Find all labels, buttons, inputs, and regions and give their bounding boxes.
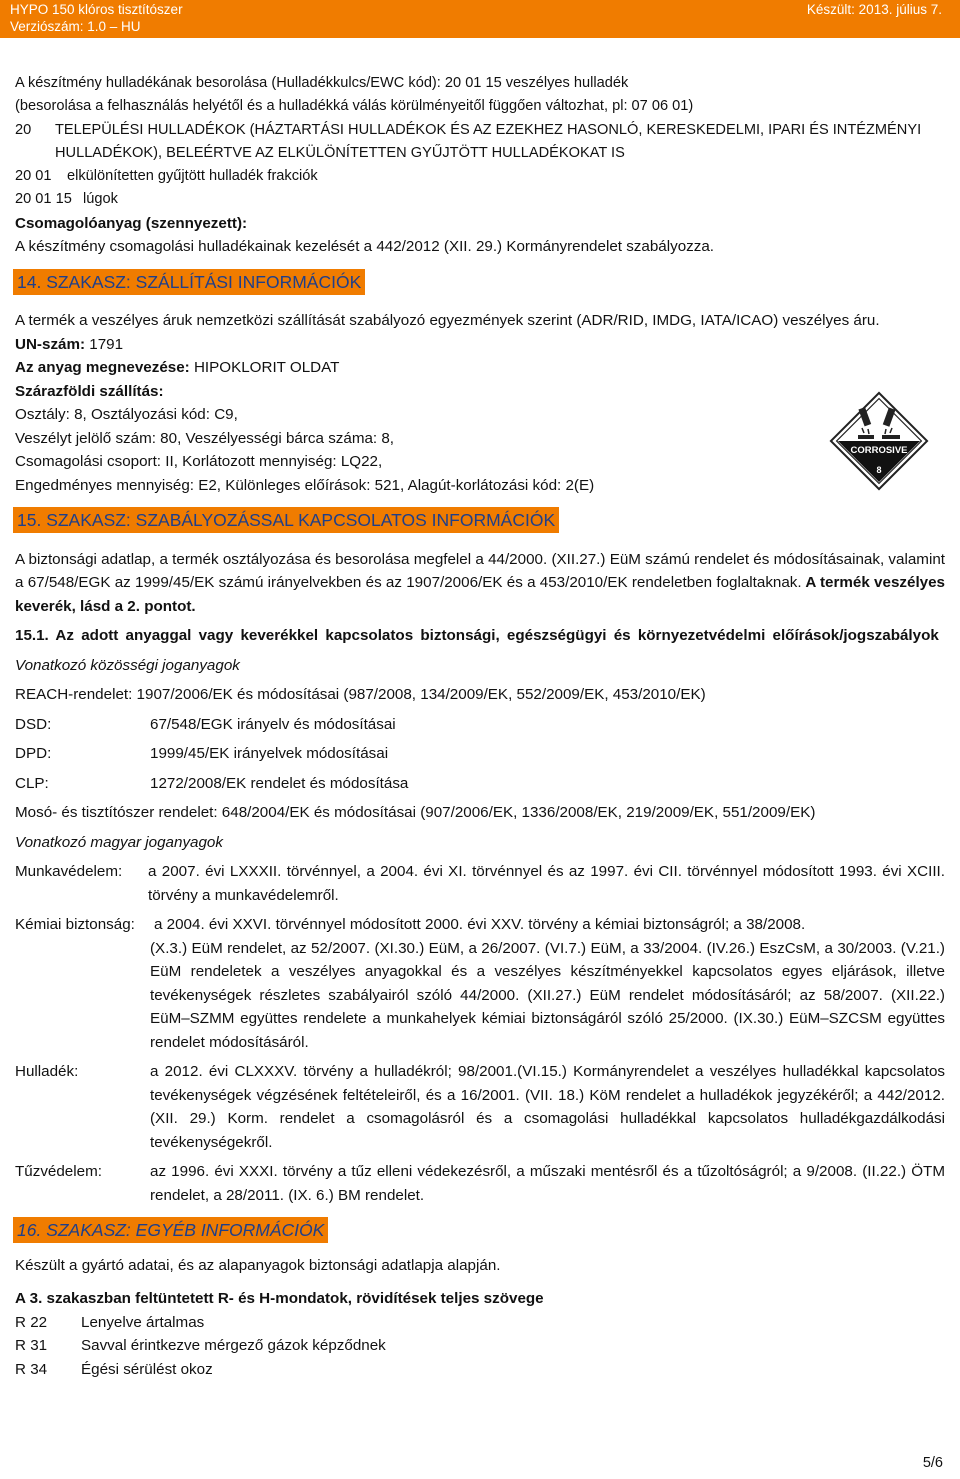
clp-row: CLP: 1272/2008/EK rendelet és módosítása bbox=[15, 774, 409, 792]
hazard-number: Veszélyt jelölő szám: 80, Veszélyességi bárca száma: 8, bbox=[15, 429, 395, 447]
regulatory-intro: A biztonsági adatlap, a termék osztályozása és besorolása megfelel a 44/2000. (XII.27.) EüM számú rendelet és módosításainak, valamint a 67/548/EGK az 1999/45/EK számú irányelvekben és az 1907/2006/EK és a 453/2010/EK rendeletben foglaltaknak. A termék veszélyes keverék, lásd a 2. pontot. bbox=[15, 550, 946, 615]
waste-code: 20 01 bbox=[15, 168, 52, 185]
waste-code-text: TELEPÜLÉSI HULLADÉKOK (HÁZTARTÁSI HULLADÉKOK ÉS AZ EZEKHEZ HASONLÓ, KERESKEDELMI, IPARI ÉS INTÉZMÉNYI HULLADÉKOK), BELEÉRTVE AZ ELKÜLÖNÍTETTEN GYŰJTÖTT HULLADÉKOKAT IS bbox=[55, 121, 922, 161]
waste-code-2001 bbox=[15, 165, 945, 188]
phrase-row: R 31 Savval érintkezve mérgező gázok képződnek bbox=[15, 1337, 386, 1355]
dpd-row: DPD: 1999/45/EK irányelvek módosításai bbox=[15, 745, 389, 763]
corrosive-pictogram bbox=[824, 386, 934, 496]
version-label: Verziószám: 1.0 – HU bbox=[10, 19, 141, 34]
eu-legislation-heading: Vonatkozó közösségi joganyagok bbox=[15, 656, 240, 674]
document-body bbox=[15, 72, 945, 1381]
fire-protection-row: Tűzvédelem: az 1996. évi XXXI. törvény a tűz elleni védekezésről, a műszaki mentésről és a tűzoltóságról; a 9/2008. (II.22.) ÖTM rendelet, a 28/2011. (IX. 6.) BM rendelet. bbox=[15, 1163, 945, 1204]
reach-regulation: REACH-rendelet: 1907/2006/EK és módosításai (987/2008, 134/2009/EK, 552/2009/EK, 453/2010/EK) bbox=[15, 686, 706, 704]
land-transport-label: Szárazföldi szállítás: bbox=[15, 382, 164, 400]
subsection-15-1-title: 15.1. Az adott anyaggal vagy keverékkel kapcsolatos biztonsági, egészségügyi és környezetvédelmi előírások/jogszabályok bbox=[15, 627, 939, 645]
waste-classification: A készítmény hulladékának besorolása (Hulladékkulcs/EWC kód): 20 01 15 veszélyes hulladék bbox=[15, 75, 629, 91]
dsd-row: DSD: 67/548/EGK irányelv és módosításai bbox=[15, 715, 396, 733]
section-15-title: 15. SZAKASZ: SZABÁLYOZÁSSAL KAPCSOLATOS INFORMÁCIÓK bbox=[13, 507, 559, 533]
detergent-regulation: Mosó- és tisztítószer rendelet: 648/2004/EK és módosításai (907/2006/EK, 1336/2008/EK, 219/2009/EK, 551/2009/EK) bbox=[15, 804, 816, 822]
un-number: UN-szám: 1791 bbox=[15, 335, 124, 353]
waste-code: 20 bbox=[15, 121, 32, 138]
product-name: HYPO 150 klóros tisztítószer bbox=[10, 2, 183, 17]
occupational-safety-row: Munkavédelem: a 2007. évi LXXXII. törvénnyel, a 2004. évi XI. törvénnyel és az 1997. évi CII. törvénnyel módosított 1993. évi XCIII. törvény a munkavédelemről. bbox=[15, 863, 945, 904]
page-header bbox=[0, 0, 960, 38]
transport-class: Osztály: 8, Osztályozási kód: C9, bbox=[15, 406, 238, 424]
phrases-heading: A 3. szakaszban feltüntetett R- és H-mondatok, rövidítések teljes szövege bbox=[15, 1290, 544, 1308]
section-14-title: 14. SZAKASZ: SZÁLLÍTÁSI INFORMÁCIÓK bbox=[13, 269, 365, 295]
substance-name: Az anyag megnevezése: HIPOKLORIT OLDAT bbox=[15, 359, 340, 377]
waste-code-text: lúgok bbox=[83, 191, 118, 208]
waste-law-row: Hulladék: a 2012. évi CLXXXV. törvény a hulladékról; 98/2001.(VI.15.) Kormányrendelet a veszélyes hulladékkal kapcsolatos tevékenységek végzésének feltételeiről, és a 16/2001. (VII. 18.) KöM rendelet a hulladékok jegyzékéről; a 442/2012. (XII. 29.) Korm. rendelet a csomagolásról és a csomagolási hulladékkal kapcsolatos hulladékgazdálkodási tevékenységekről. bbox=[15, 1063, 945, 1151]
phrase-row: R 34 Égési sérülést okoz bbox=[15, 1360, 213, 1378]
section-16-title: 16. SZAKASZ: EGYÉB INFORMÁCIÓK bbox=[13, 1217, 328, 1243]
excepted-quantity: Engedményes mennyiség: E2, Különleges előírások: 521, Alagút-korlátozási kód: 2(E) bbox=[15, 476, 595, 494]
other-info-intro: Készült a gyártó adatai, és az alapanyagok biztonsági adatlapja alapján. bbox=[15, 1256, 501, 1274]
packaging-label: Csomagolóanyag (szennyezett): bbox=[15, 214, 248, 232]
chemical-safety-row: Kémiai biztonság: a 2004. évi XXVI. törvénnyel módosított 2000. évi XXV. törvény a kémiai biztonságról; a 38/2008. (X.3.) EüM rendelet, az 52/2007. (XI.30.) EüM, a 26/2007. (VI.7.) EüM, a 33/2004. (IV.26.) EszCsM, a 30/2003. (V.21.) EüM rendeletek a veszélyes anyagokkal és a veszélyes készítményekkel kapcsolatos egyes eljárások, illetve tevékenységek részletes szabályairól szóló 44/2000. (XII.27.) EüM rendelet módosításáról; az 58/2007. (XII.22.) EüM–SZMM együttes rendelete a munkahelyek kémiai biztonságáról szóló 25/2000. (IX.30.) EüM–SZCSM együttes rendelet módosításáról. bbox=[15, 916, 945, 1051]
packing-group: Csomagolási csoport: II, Korlátozott mennyiség: LQ22, bbox=[15, 453, 383, 471]
pictogram-label: CORROSIVE bbox=[850, 445, 908, 456]
waste-code-text: elkülönítetten gyűjtött hulladék frakciók bbox=[67, 168, 318, 185]
waste-code-20 bbox=[15, 119, 945, 166]
created-date: Készült: 2013. július 7. bbox=[806, 2, 942, 17]
transport-intro: A termék a veszélyes áruk nemzetközi szállítását szabályozó egyezmények szerint (ADR/RID, IMDG, IATA/ICAO) veszélyes áru. bbox=[15, 312, 880, 330]
waste-code-200115 bbox=[15, 188, 945, 211]
waste-note: (besorolása a felhasználás helyétől és a hulladékká válás körülményeitől függően változhat, pl: 07 06 01) bbox=[15, 98, 694, 115]
packaging-text: A készítmény csomagolási hulladékainak kezelését a 442/2012 (XII. 29.) Kormányrendelet szabályozza. bbox=[15, 238, 715, 256]
pictogram-class-number: 8 bbox=[876, 465, 882, 475]
phrase-row: R 22 Lenyelve ártalmas bbox=[15, 1313, 205, 1331]
page-number: 5/6 bbox=[922, 1455, 943, 1471]
hu-legislation-heading: Vonatkozó magyar joganyagok bbox=[15, 833, 223, 851]
waste-code: 20 01 15 bbox=[15, 191, 72, 208]
